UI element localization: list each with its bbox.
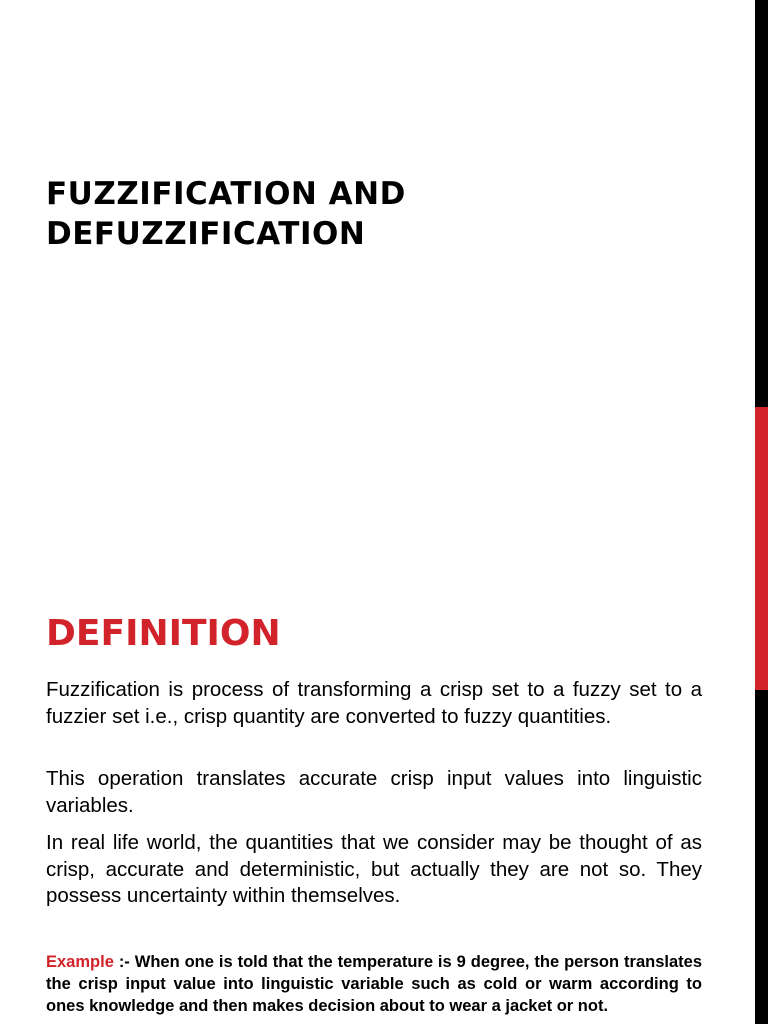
slide-title-line-2: DEFUZZIFICATION bbox=[46, 216, 366, 252]
example-label: Example bbox=[46, 953, 114, 971]
side-bar-red bbox=[755, 407, 768, 690]
slide-title-line-1: FUZZIFICATION AND bbox=[46, 176, 406, 212]
example-text: :- When one is told that the temperature is 9 degree, the person translates the crisp input value into linguistic variable such as cold or warm according to ones knowledge and then makes decision about to wear a jacket or not. bbox=[46, 953, 702, 1015]
definition-paragraph-1: Fuzzification is process of transforming a crisp set to a fuzzy set to a fuzzier set i.e., crisp quantity are converted to fuzzy quantities. bbox=[46, 678, 702, 728]
side-bar-dark-bottom bbox=[755, 690, 768, 1024]
definition-paragraph-3: In real life world, the quantities that we consider may be thought of as crisp, accurate and deterministic, but actually they are not so. They possess uncertainty within themselves. bbox=[46, 831, 702, 907]
definition-heading: DEFINITION bbox=[46, 613, 281, 654]
slide-title bbox=[46, 174, 736, 254]
example-paragraph bbox=[46, 951, 702, 1017]
side-bar-dark-top bbox=[755, 0, 768, 407]
definition-paragraph-2: This operation translates accurate crisp input values into linguistic variables. bbox=[46, 767, 702, 817]
